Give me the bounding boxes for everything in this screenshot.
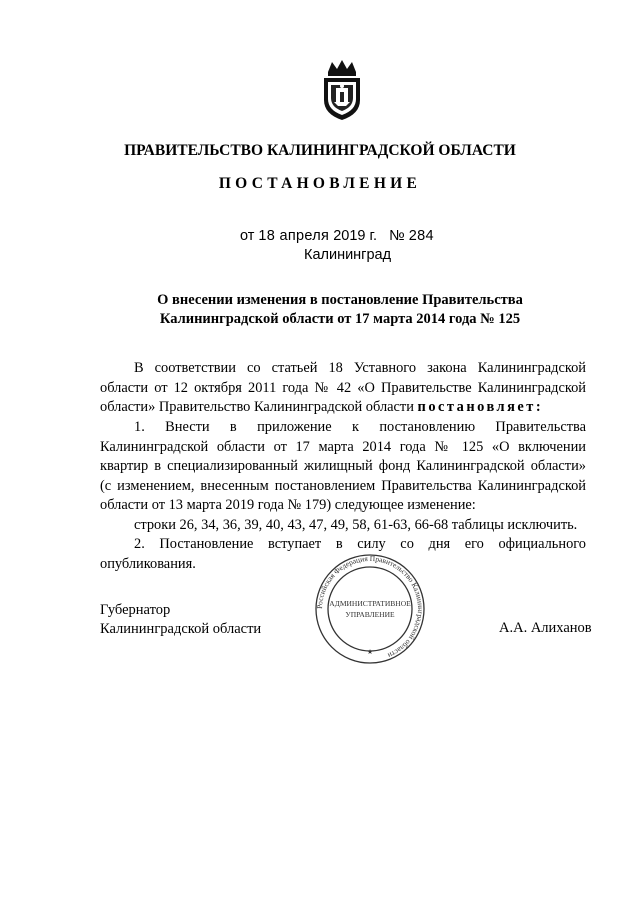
stamp-ring-textpath: Российская Федерация Правительство Калининградской области — [314, 553, 426, 661]
stamp-center-line2: УПРАВЛЕНИЕ — [345, 610, 395, 619]
city: Калининград — [304, 247, 392, 263]
stamp-star-icon: ★ — [366, 648, 374, 656]
date-year: 2019 г. — [333, 228, 378, 244]
official-stamp — [296, 553, 444, 665]
document-type: ПОСТАНОВЛЕНИЕ — [218, 175, 422, 192]
subject-line: О внесении изменения в постановление Правительства — [157, 292, 523, 308]
text-line: области от 12 октября 2011 года № 42 «О Правительстве Калининградской — [100, 379, 586, 396]
date-prefix: от — [240, 228, 255, 244]
text-line: 2. Постановление вступает в силу со дня его официального — [134, 536, 586, 552]
text-line: опубликования. — [100, 555, 196, 572]
text-line: (с изменением, внесенным постановлением Правительства Калининградской — [100, 477, 586, 494]
position-line: Калининградской области — [100, 621, 262, 637]
paragraph-preamble — [100, 359, 586, 418]
signatory-position — [100, 601, 261, 639]
text-line: 1. Внести в приложение к постановлению Правительства — [134, 419, 586, 435]
text-line: строки 26, 34, 36, 39, 40, 43, 47, 49, 58, 61-63, 66-68 таблицы исключить. — [134, 517, 578, 533]
date-handwritten: 18 апреля — [258, 228, 330, 244]
text-line: квартир в специализированный жилищный фонд Калининградской области» — [100, 458, 586, 475]
stamp-center-line1: АДМИНИСТРАТИВНОЕ — [329, 599, 411, 608]
text-line: области от 13 марта 2019 года № 179) следующее изменение: — [100, 497, 476, 514]
decree-word: постановляет: — [417, 399, 544, 416]
subject-line: Калининградской области от 17 марта 2014 года № 125 — [159, 311, 521, 327]
signatory-name: А.А. Алиханов — [499, 620, 592, 636]
government-title: ПРАВИТЕЛЬСТВО КАЛИНИНГРАДСКОЙ ОБЛАСТИ — [124, 142, 516, 159]
text-line: В соответствии со статьей 18 Уставного закона Калининградской — [134, 360, 586, 376]
date-number-line — [240, 228, 434, 244]
text-line — [100, 398, 586, 418]
paragraph-item-1 — [100, 418, 586, 516]
text-line: Калининградской области от 17 марта 2014 года № 125 «О включении — [100, 438, 586, 455]
document-subject — [100, 291, 580, 329]
document-number: 284 — [408, 228, 434, 244]
text-span: области» Правительство Калининградской области — [100, 399, 414, 416]
coat-of-arms-icon — [318, 58, 366, 122]
position-line: Губернатор — [100, 602, 171, 618]
number-prefix: № — [389, 228, 405, 244]
paragraph-rows — [100, 516, 586, 536]
